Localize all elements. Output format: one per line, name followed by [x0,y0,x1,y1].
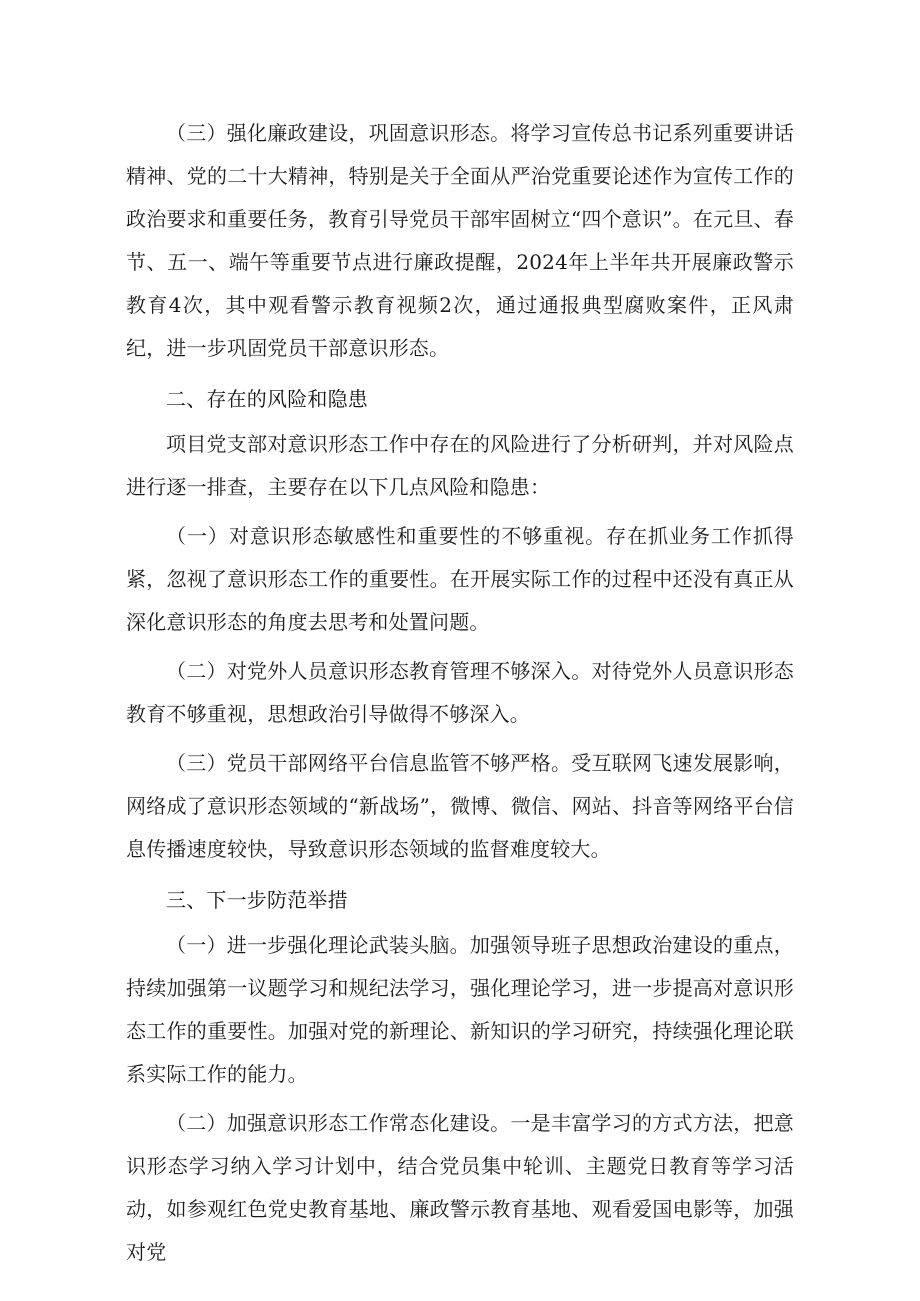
paragraph-measure-2: （二）加强意识形态工作常态化建设。一是丰富学习的方式方法，把意识形态学习纳入学习计划中，结合党员集中轮训、主题党日教育等学习活动，如参观红色党史教育基地、廉政警示教育基地、观看爱国电影等，加强对党 [126,1111,794,1264]
paragraph-measure-1: （一）进一步强化理论武装头脑。加强领导班子思想政治建设的重点，持续加强第一议题学习和规纪法学习，强化理论学习，进一步提高对意识形态工作的重要性。加强对党的新理论、新知识的学习研究，持续强化理论联系实际工作的能力。 [126,933,794,1086]
section-heading-measures: 三、下一步防范举措 [166,888,348,912]
section-heading-risks: 二、存在的风险和隐患 [166,387,368,411]
paragraph-risk-2: （二）对党外人员意识形态教育管理不够深入。对待党外人员意识形态教育不够重视，思想政治引导做得不够深入。 [126,659,794,726]
paragraph-risk-3: （三）党员干部网络平台信息监管不够严格。受互联网飞速发展影响，网络成了意识形态领域的“新战场”，微博、微信、网站、抖音等网络平台信息传播速度较快，导致意识形态领域的监督难度较大。 [126,751,794,861]
document-body [126,112,794,1274]
paragraph-risk-1: （一）对意识形态敏感性和重要性的不够重视。存在抓业务工作抓得紧，忽视了意识形态工作的重要性。在开展实际工作的过程中还没有真正从深化意识形态的角度去思考和处置问题。 [126,524,794,634]
paragraph-risk-intro: 项目党支部对意识形态工作中存在的风险进行了分析研判，并对风险点进行逐一排查，主要存在以下几点风险和隐患： [126,432,794,499]
paragraph-strengthen-integrity: （三）强化廉政建设，巩固意识形态。将学习宣传总书记系列重要讲话精神、党的二十大精神，特别是关于全面从严治党重要论述作为宣传工作的政治要求和重要任务，教育引导党员干部牢固树立“四个意识”。在元旦、春节、五一、端午等重要节点进行廉政提醒，2024年上半年共开展廉政警示教育4次，其中观看警示教育视频2次，通过通报典型腐败案件，正风肃纪，进一步巩固党员干部意识形态。 [126,121,794,360]
